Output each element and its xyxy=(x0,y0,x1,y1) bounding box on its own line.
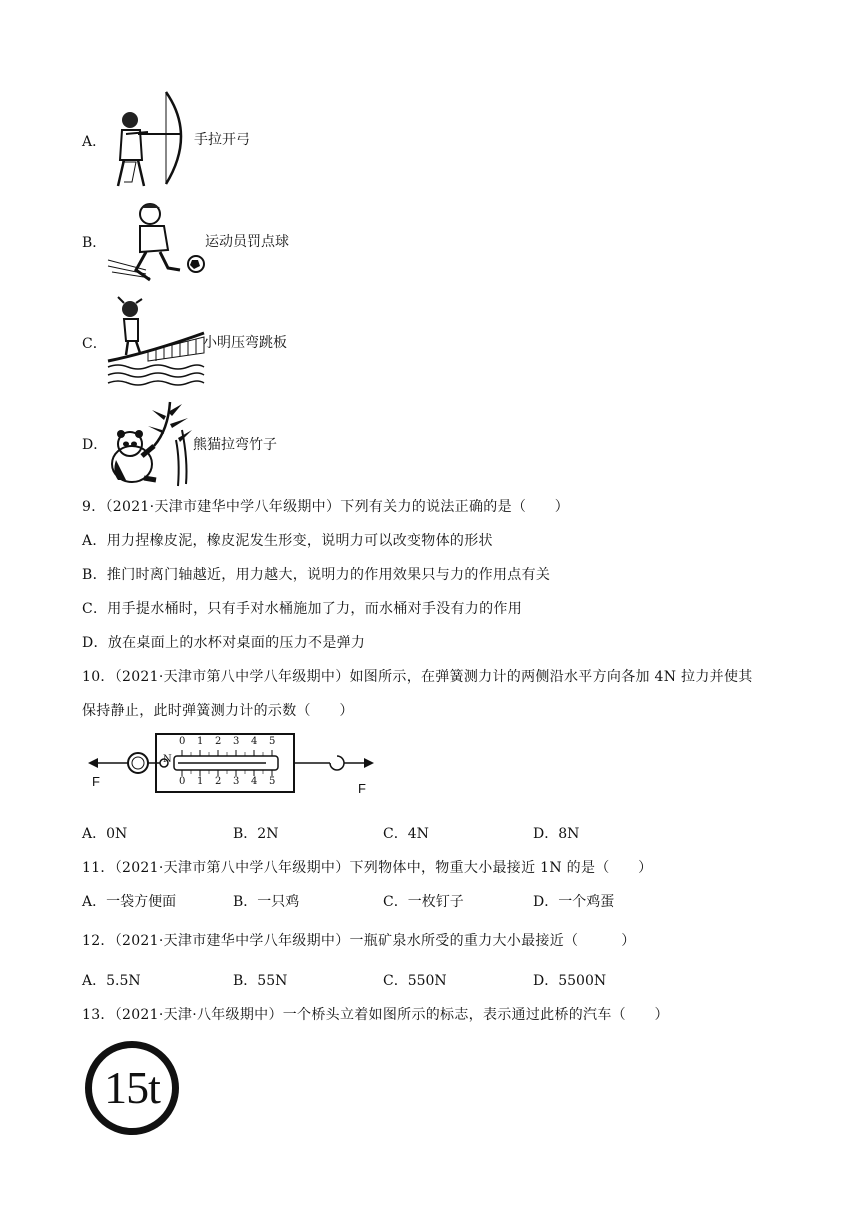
panda-bamboo-icon xyxy=(108,400,194,488)
scale-tick-label: 2 xyxy=(215,776,222,787)
choice-a: A．一袋方便面 xyxy=(82,894,177,910)
question-stem: 9．（2021·天津市建华中学八年级期中）下列有关力的说法正确的是（ ） xyxy=(82,499,570,515)
option-letter: A． xyxy=(82,134,107,150)
option-letter: D． xyxy=(82,437,108,453)
option-caption: 熊猫拉弯竹子 xyxy=(193,437,277,453)
scale-tick-label: 3 xyxy=(233,736,240,747)
scale-tick-label: 3 xyxy=(233,776,240,787)
scale-tick-label: 0 xyxy=(179,736,186,747)
diver-springboard-icon xyxy=(108,297,204,387)
choice-a: A．0N xyxy=(82,826,128,842)
scale-tick-label: 5 xyxy=(269,776,276,787)
option-b: B．推门时离门轴越近，用力越大，说明力的作用效果只与力的作用点有关 xyxy=(82,567,551,583)
question-stem: 12．（2021·天津市建华中学八年级期中）一瓶矿泉水所受的重力大小最接近（ ） xyxy=(82,933,636,949)
soccer-player-kick-icon xyxy=(106,198,210,284)
choice-a: A．5.5N xyxy=(82,973,141,989)
scale-tick-label: 0 xyxy=(179,776,186,787)
scale-tick-label: 1 xyxy=(197,736,204,747)
archer-drawing-bow-icon xyxy=(108,90,192,188)
choice-c: C．4N xyxy=(383,826,429,842)
choice-d: D．一个鸡蛋 xyxy=(533,894,615,910)
option-caption: 小明压弯跳板 xyxy=(203,335,287,351)
choice-c: C．一枚钉子 xyxy=(383,894,464,910)
question-stem: 10．（2021·天津市第八中学八年级期中）如图所示，在弹簧测力计的两侧沿水平方向各加 4N 拉力并使其 xyxy=(82,669,753,685)
question-stem: 13．（2021·天津·八年级期中）一个桥头立着如图所示的标志，表示通过此桥的汽车（ ） xyxy=(82,1007,669,1023)
force-label-right: F xyxy=(358,781,366,796)
spring-scale-figure xyxy=(86,730,376,802)
scale-tick-label: 1 xyxy=(197,776,204,787)
scale-tick-label: 5 xyxy=(269,736,276,747)
sign-text: 15t xyxy=(104,1062,160,1113)
question-stem-continued: 保持静止，此时弹簧测力计的示数（ ） xyxy=(82,703,354,719)
choice-b: B．一只鸡 xyxy=(233,894,300,910)
choice-c: C．550N xyxy=(383,973,447,989)
option-a: A．用力捏橡皮泥，橡皮泥发生形变，说明力可以改变物体的形状 xyxy=(82,533,493,549)
scale-tick-label: 4 xyxy=(251,776,258,787)
question-stem: 11．（2021·天津市第八中学八年级期中）下列物体中，物重大小最接近 1N 的是（ ） xyxy=(82,860,653,876)
unit-label: N xyxy=(163,754,172,765)
spring-scale-drawing xyxy=(86,730,376,802)
choice-b: B．55N xyxy=(233,973,288,989)
option-caption: 手拉开弓 xyxy=(194,132,250,148)
scale-tick-label: 2 xyxy=(215,736,222,747)
scale-tick-label: 4 xyxy=(251,736,258,747)
weight-limit-sign xyxy=(85,1041,179,1135)
choice-d: D．8N xyxy=(533,826,580,842)
option-letter: B． xyxy=(82,235,107,251)
option-letter: C． xyxy=(82,336,107,352)
option-caption: 运动员罚点球 xyxy=(205,234,289,250)
option-c: C．用手提水桶时，只有手对水桶施加了力，而水桶对手没有力的作用 xyxy=(82,601,523,617)
force-label-left: F xyxy=(92,774,100,789)
option-d: D．放在桌面上的水杯对桌面的压力不是弹力 xyxy=(82,635,366,651)
choice-d: D．5500N xyxy=(533,973,607,989)
choice-b: B．2N xyxy=(233,826,279,842)
